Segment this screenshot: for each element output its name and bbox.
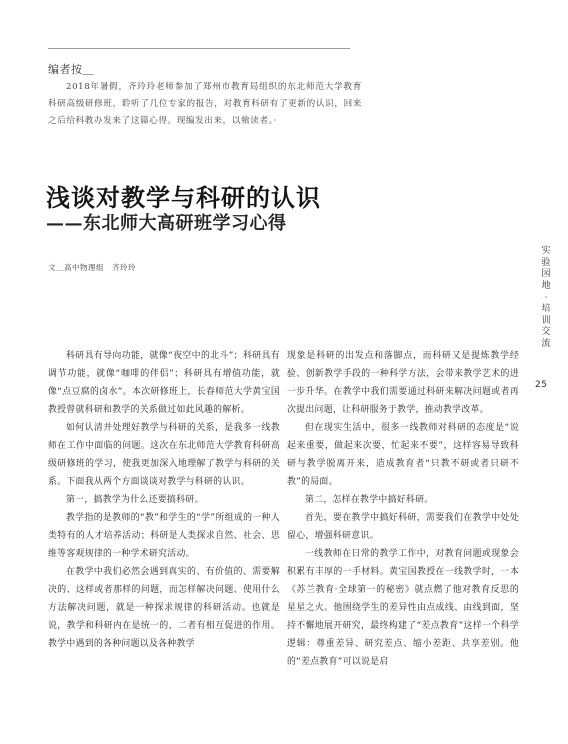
body-column-left [48, 347, 280, 653]
paragraph: 教学指的是教师的“教”和学生的“学”所组成的一种人类特有的人才培养活动；科研是人类探求自然、社会、思维等客观规律的一种学术研究活动。 [48, 513, 280, 559]
paragraph: 但在现实生活中，很多一线教师对科研的态度是“说起来重要，做起来次要，忙起来不要”，这样容易导致科研与教学脱离开来，造成教育者“只教不研或者只研不教”的局面。 [287, 423, 519, 487]
section-label-char: 验 [541, 257, 551, 268]
paragraph: 首先，要在教学中搞好科研，需要我们在教学中处处留心，增强科研意识。 [287, 513, 519, 541]
section-heading: 第一，搞教学为什么还要搞科研。 [66, 495, 204, 505]
editor-note-label: 编者按＿ [48, 63, 94, 76]
article-subtitle: ——东北师大高研班学习心得 [46, 213, 287, 234]
paragraph: 在教学中我们必然会遇到真实的、有价值的、需要解决的、这样或者那样的问题，而怎样解决问题、使用什么方法解决问题，就是一种探求规律的科研活动。也就是说，教学和科研内在是统一的，二者有相互促进的作用。教学中遇到的各种问题以及各种教学 [48, 567, 280, 649]
section-label-char: 培 [541, 304, 551, 314]
editor-note: 2018年暑假，齐玲玲老师参加了郑州市教育局组织的东北师范大学教育科研高级研修班，聆听了几位专家的报告，对教育科研有了更新的认识，回来之后给科教办发来了这篇心得。现编发出来，以飨读者。· [48, 82, 362, 126]
paragraph: 如何认清并处理好教学与科研的关系，是我多一线教师在工作中面临的问题。这次在东北师范大学教育科研高级研修班的学习，使我更加深入地理解了教学与科研的关系。下面我从两个方面谈谈对教学与科研的认识。 [48, 423, 280, 487]
paragraph: 一线教师在日常的教学工作中，对教育问题或现象会积累有丰厚的一手材料。黄宝国教授在一线教学时，一本《苏兰教育·全球第一的秘密》就点燃了他对教育反思的星星之火。他围绕学生的差异性由点成线、由线到面，坚持不懈地展开研究，最终构建了“差点教育”这样一个科学逻辑：尊重差异、研究差点、缩小差距、共享差别。他的“差点教育”可以说是启 [287, 549, 519, 667]
author-byline: 文＿高中物理组 齐玲玲 [48, 263, 136, 272]
section-label-separator: · [544, 293, 548, 303]
section-label [539, 246, 553, 350]
section-label-char: 交 [541, 327, 551, 337]
section-label-char: 训 [541, 315, 551, 326]
article-title: 浅谈对教学与科研的认识 [46, 183, 321, 212]
section-label-char: 园 [541, 269, 551, 279]
paragraph: 现象是科研的出发点和落脚点，而科研又是提炼教学经验、创新教学手段的一种科学方法，会带来教学艺术的进一步升华。在教学中我们需要通过科研来解决问题或者再次提出问题，让科研服务于教学，推动教学改革。 [287, 351, 519, 415]
paragraph: 科研具有导向功能，就像“夜空中的北斗”；科研具有调节功能，就像“咖啡的伴侣”；科研具有增值功能，就像“点豆腐的卤水”。本次研修班上，长春师范大学黄宝国教授曾就科研和教学的关系做过如此风趣的解析。 [48, 351, 280, 415]
section-label-char: 地 [541, 280, 551, 291]
header-divider [48, 48, 350, 49]
body-column-right [287, 347, 519, 671]
page-number: 25 [535, 380, 548, 390]
section-label-char: 流 [541, 338, 551, 349]
section-label-char: 实 [541, 246, 551, 256]
section-heading: 第二，怎样在教学中搞好科研。 [305, 495, 434, 505]
